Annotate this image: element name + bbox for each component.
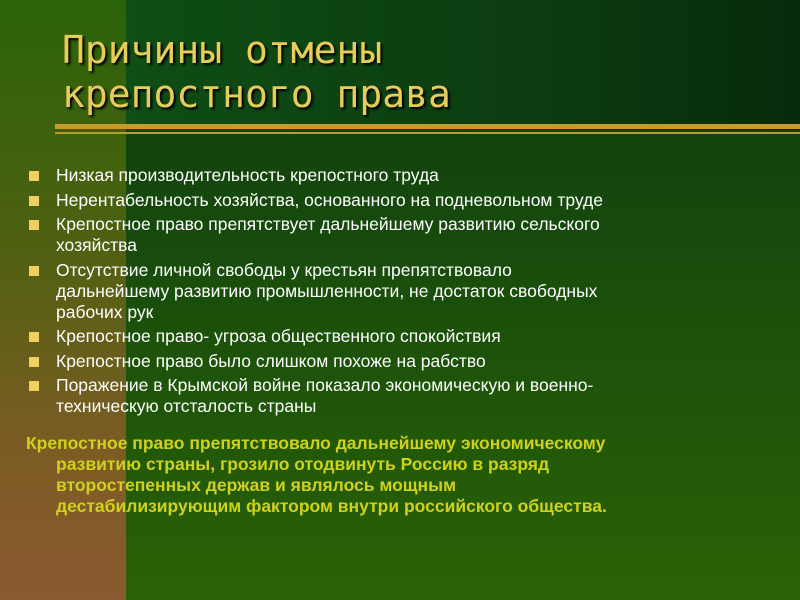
bullet-item [26,214,786,256]
bullet-text: Отсутствие личной свободы у крестьян препятствовало [56,259,512,280]
bullet-item [26,165,786,186]
title-line: крепостного права [62,72,451,116]
bullet-text: Крепостное право препятствует дальнейшему развитию сельского [56,214,600,234]
conclusion-line: дестабилизирующим фактором внутри российского общества. [56,496,607,516]
title-line: Причины отмены [62,28,383,72]
square-bullet-icon [29,196,39,206]
conclusion-line: Крепостное право препятствовало дальнейшему экономическому [26,433,606,453]
square-bullet-icon [29,220,39,230]
square-bullet-icon [29,357,39,367]
bullet-text: хозяйства [56,235,137,255]
bullet-text: Нерентабельность хозяйства, основанного на подневольном труде [56,189,603,210]
slide-title [62,28,451,116]
bullet-text: Крепостное право было слишком похоже на рабство [56,350,486,371]
bullet-item [26,190,786,211]
bullet-text: Поражение в Крымской войне показало экономическую и военно- [56,375,594,395]
conclusion-line: второстепенных держав и являлось мощным [56,475,457,495]
bullet-item [26,260,786,323]
conclusion-line: развитию страны, грозило отодвинуть Россию в разряд [56,454,550,474]
bullet-item [26,375,786,417]
bullet-text: рабочих рук [56,301,154,322]
bullet-item [26,351,786,372]
bullet-text: Низкая производительность крепостного труда [56,165,439,185]
title-divider-thin [55,132,800,134]
title-divider-thick [55,124,800,129]
square-bullet-icon [29,266,39,276]
bullet-item [26,326,786,347]
square-bullet-icon [29,332,39,342]
bullet-list [26,165,786,421]
bullet-text: техническую отсталость страны [56,396,317,416]
bullet-text: Крепостное право- угроза общественного спокойствия [56,326,501,346]
square-bullet-icon [29,381,39,391]
bullet-text: дальнейшему развитию промышленности, не достаток свободных [56,280,598,301]
square-bullet-icon [29,171,39,181]
conclusion-text [26,433,786,517]
